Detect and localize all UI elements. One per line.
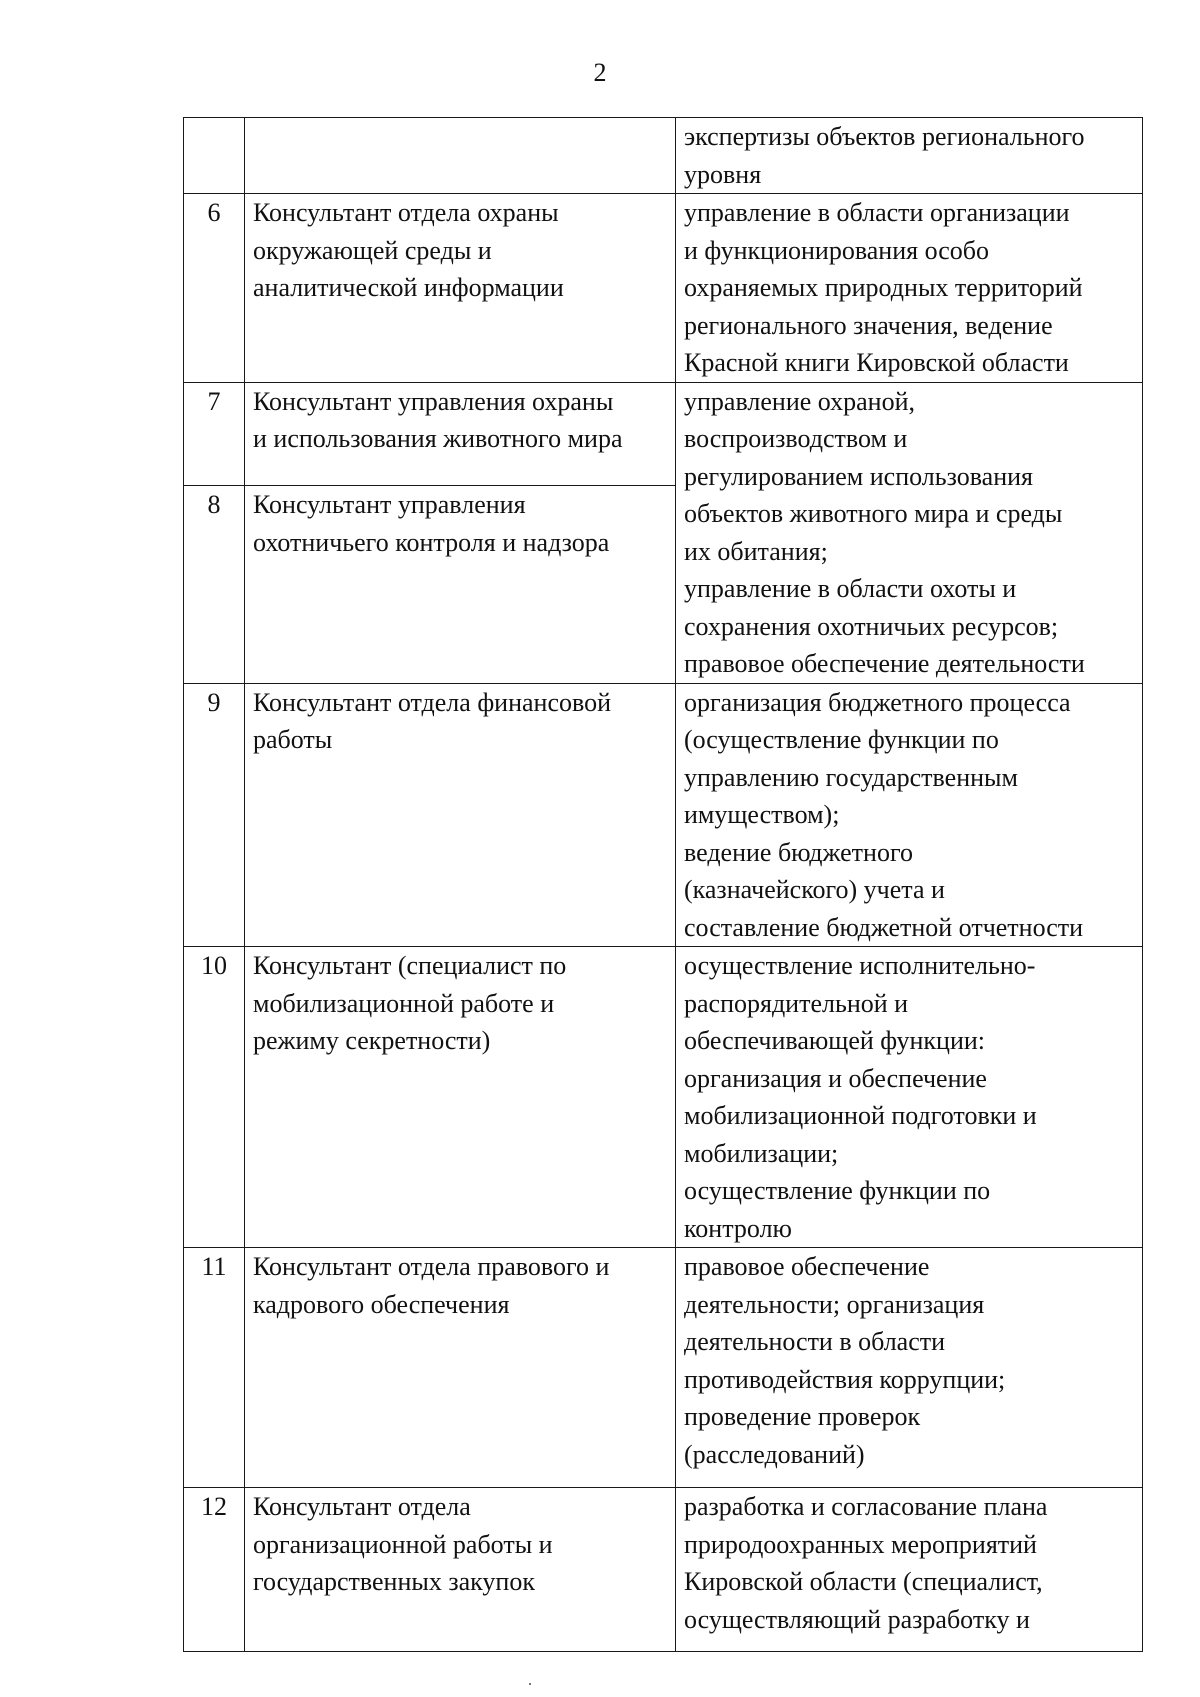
position-cell [245,118,676,194]
row-number: 7 [184,382,245,486]
table-row [184,1248,1143,1488]
duties-cell [676,118,1143,194]
cell-line: контролю [684,1213,792,1243]
cell-line: мобилизации; [684,1138,839,1168]
position-cell [245,1488,676,1652]
cell-line: экспертизы объектов регионального [684,122,1085,151]
cell-line: мобилизационной подготовки и [684,1101,1037,1130]
cell-line: Консультант отдела правового и [253,1252,610,1281]
cell-line: охраняемых природных территорий [684,273,1083,302]
table-row [184,1488,1143,1652]
cell-line: работы [253,725,333,754]
cell-line: Консультант отдела охраны [253,198,559,227]
cell-line: управление в области охоты и [684,574,1017,603]
cell-line: (осуществление функции по [684,725,999,754]
cell-line: управлению государственным [684,762,1018,792]
cell-line: имуществом); [684,800,840,829]
cell-line: Консультант управления охраны [253,386,614,416]
cell-line: разработка и согласование плана [684,1492,1048,1521]
cell-line: и функционирования особо [684,235,989,265]
cell-line: осуществление функции по [684,1176,991,1205]
cell-line: режиму секретности) [253,1026,491,1055]
duties-cell [676,382,1143,683]
cell-line: Консультант (специалист по [253,951,567,980]
cell-line: сохранения охотничьих ресурсов; [684,611,1059,641]
row-number: 11 [184,1248,245,1488]
page-number: 2 [593,58,607,87]
cell-line: охотничьего контроля и надзора [253,527,610,557]
position-cell [245,486,676,683]
cell-line: ведение бюджетного [684,837,913,867]
cell-line: составление бюджетной отчетности [684,912,1084,942]
duties-cell [676,947,1143,1248]
cell-line: организация бюджетного процесса [684,687,1071,717]
duties-cell [676,683,1143,947]
row-number: 9 [184,683,245,947]
cell-line: распорядительной и [684,988,909,1018]
cell-line: Консультант отдела [253,1492,471,1521]
cell-line: организационной работы и [253,1529,553,1559]
duties-cell [676,1248,1143,1488]
row-number [184,118,245,194]
cell-line: аналитической информации [253,273,564,302]
duties-cell [676,194,1143,383]
cell-line: проведение проверок [684,1402,921,1431]
row-number: 12 [184,1488,245,1652]
position-cell [245,194,676,383]
cell-line: (расследований) [684,1439,865,1469]
cell-line: мобилизационной работе и [253,988,555,1018]
cell-line: Красной книги Кировской области [684,348,1069,377]
duties-cell [676,1488,1143,1652]
table-row [184,118,1143,194]
table-row [184,194,1143,383]
cell-line: природоохранных мероприятий [684,1529,1037,1559]
cell-line: уровня [684,159,762,189]
row-number: 6 [184,194,245,383]
cell-line: осуществление исполнительно- [684,951,1036,980]
row-number: 8 [184,486,245,683]
cell-line: деятельности; организация [684,1289,985,1319]
cell-line: (казначейского) учета и [684,875,945,904]
cell-line: их обитания; [684,536,828,566]
position-cell [245,1248,676,1488]
scan-dot [529,1683,531,1685]
cell-line: деятельности в области [684,1327,946,1356]
cell-line: государственных закупок [253,1567,535,1596]
table-row [184,947,1143,1248]
cell-line: регионального значения, ведение [684,310,1053,340]
cell-line: управление охраной, [684,386,915,416]
cell-line: осуществляющий разработку и [684,1604,1030,1634]
cell-line: регулированием использования [684,461,1033,491]
position-cell [245,947,676,1248]
position-cell [245,382,676,486]
cell-line: Консультант управления [253,490,526,520]
cell-line: управление в области организации [684,198,1070,227]
cell-line: обеспечивающей функции: [684,1026,985,1055]
table-row [184,382,1143,486]
cell-line: кадрового обеспечения [253,1289,510,1319]
cell-line: воспроизводством и [684,424,908,453]
cell-line: Консультант отдела финансовой [253,687,611,717]
table-row [184,683,1143,947]
cell-line: правовое обеспечение [684,1252,930,1281]
row-number: 10 [184,947,245,1248]
cell-line: правовое обеспечение деятельности [684,649,1085,678]
cell-line: и использования животного мира [253,424,623,453]
positions-table [183,117,1143,1652]
cell-line: объектов животного мира и среды [684,499,1063,528]
cell-line: Кировской области (специалист, [684,1567,1043,1596]
position-cell [245,683,676,947]
cell-line: противодействия коррупции; [684,1364,1006,1394]
cell-line: организация и обеспечение [684,1063,987,1093]
cell-line: окружающей среды и [253,235,492,265]
